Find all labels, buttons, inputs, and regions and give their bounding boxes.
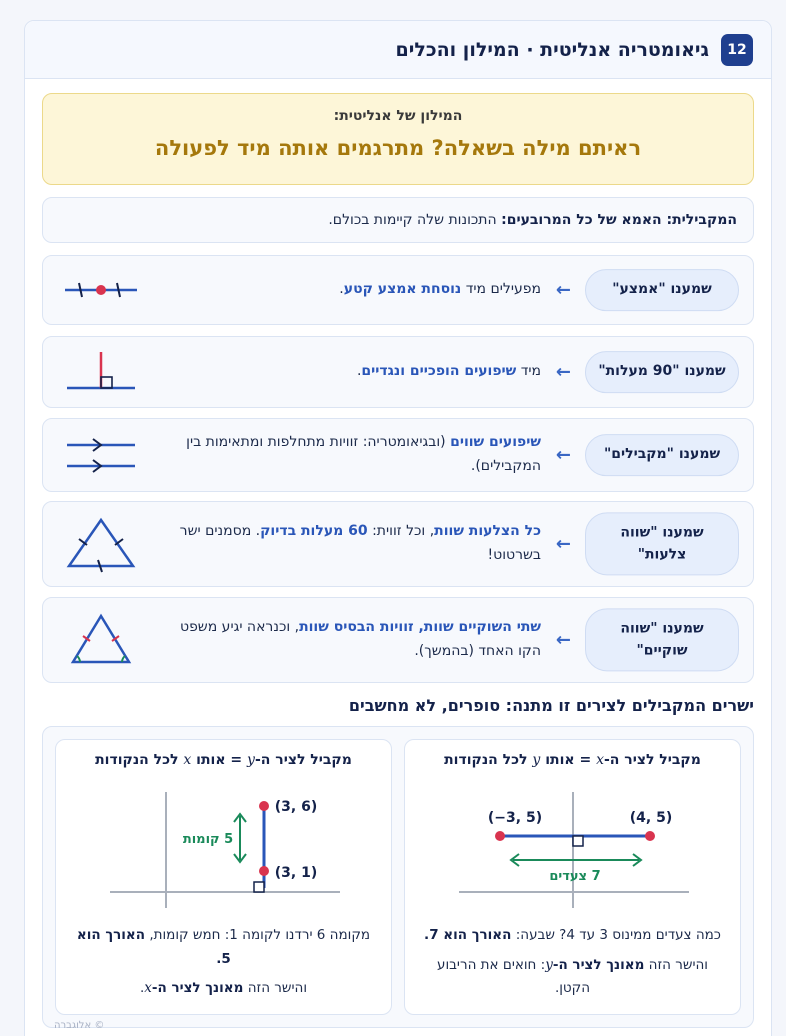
parallelogram-note (42, 197, 754, 243)
row-midpoint (42, 255, 754, 325)
row-text-isosceles: שתי השוקיים שוות, זוויות הבסיס שוות, וכנראה יגיע משפט הקו האחד (בהמשך). (179, 619, 541, 659)
point-a (495, 831, 505, 841)
vertical-segment-diagram (56, 780, 393, 920)
page-title: גיאומטריה אנליטית · המילון והכלים (395, 38, 709, 61)
lesson-number-badge: 12 (721, 34, 753, 66)
dictionary-banner (42, 93, 754, 185)
banner-subtitle: המילון של אנליטית: (333, 108, 463, 124)
panel-parallel-x (404, 739, 741, 1015)
right-angle-icon (61, 350, 141, 394)
panel-title: מקביל לציר ה-x = אותו y לכל הנקודות (444, 752, 701, 768)
point-a-label: (3, 6) (274, 799, 318, 815)
point-b-label: (3, 1) (274, 865, 318, 881)
row-right-angle (42, 336, 754, 408)
midpoint-segment-icon (61, 275, 141, 305)
row-text-midpoint: מפעילים מיד נוסחת אמצע קטע. (339, 281, 541, 298)
measure-label: 5 קומות (182, 832, 234, 847)
parallelogram-note-text: התכונות שלה קיימות בכולם. (328, 212, 502, 228)
pill-isosceles: שמענו "שווה שוקיים" (585, 608, 739, 671)
arrow-icon: ← (555, 629, 571, 651)
row-parallel (42, 418, 754, 492)
copyright-footer: © אלוגברה (54, 1020, 105, 1031)
horizontal-segment-diagram (405, 780, 742, 920)
section-title: ישרים המקבילים לצירים זו מתנה: סופרים, לא מחשבים (348, 696, 754, 715)
panel-parallel-y (55, 739, 392, 1015)
panel-description: מקומה 6 ירדנו לקומה 1: חמש קומות, האורך הוא 5. והישר הזה מאונך לציר ה-x. (76, 927, 371, 997)
arrow-icon: ← (555, 444, 571, 466)
panel-title: מקביל לציר ה-y = אותו x לכל הנקודות (95, 752, 352, 768)
point-b (645, 831, 655, 841)
parallelogram-note-bold: המקבילית: האמא של כל המרובעים: (501, 212, 737, 228)
isosceles-triangle-icon (61, 610, 141, 670)
pill-equilateral: שמענו "שווה צלעות" (585, 512, 739, 575)
arrow-icon: ← (555, 279, 571, 301)
row-text-parallel: שיפועים שווים (ובגיאומטריה: זוויות מתחלפות ומתאימות בין המקבילים). (186, 434, 541, 474)
arrow-icon: ← (555, 533, 571, 555)
point-b-label: (4, 5) (629, 810, 673, 826)
measure-label: 7 צעדים (549, 869, 601, 884)
parallel-lines-icon (61, 435, 141, 475)
pill-parallel: שמענו "מקבילים" (585, 434, 739, 476)
pill-midpoint: שמענו "אמצע" (585, 269, 739, 311)
point-b (259, 866, 269, 876)
row-text-equilateral: כל הצלעות שוות, וכל זווית: 60 מעלות בדיוק. מסמנים ישר בשרטוט! (179, 523, 541, 563)
pill-right-angle: שמענו "90 מעלות" (585, 351, 739, 393)
right-angle-marker (254, 882, 264, 892)
row-text-right-angle: מיד שיפועים הופכיים ונגדיים. (356, 363, 541, 380)
banner-headline: ראיתם מילה בשאלה? מתרגמים אותה מיד לפעולה (154, 136, 642, 160)
right-angle-marker (573, 836, 583, 846)
axis-parallel-examples (42, 726, 754, 1028)
row-equilateral (42, 501, 754, 587)
panel-description: כמה צעדים ממינוס 3 עד 4? שבעה: האורך הוא 7. והישר הזה מאונך לציר ה-y: חואים את הריבוע הקטן. (424, 927, 721, 997)
point-a-label: (−3, 5) (487, 810, 543, 826)
row-isosceles (42, 597, 754, 683)
arrow-icon: ← (555, 361, 571, 383)
equilateral-triangle-icon (61, 514, 141, 574)
point-a (259, 801, 269, 811)
